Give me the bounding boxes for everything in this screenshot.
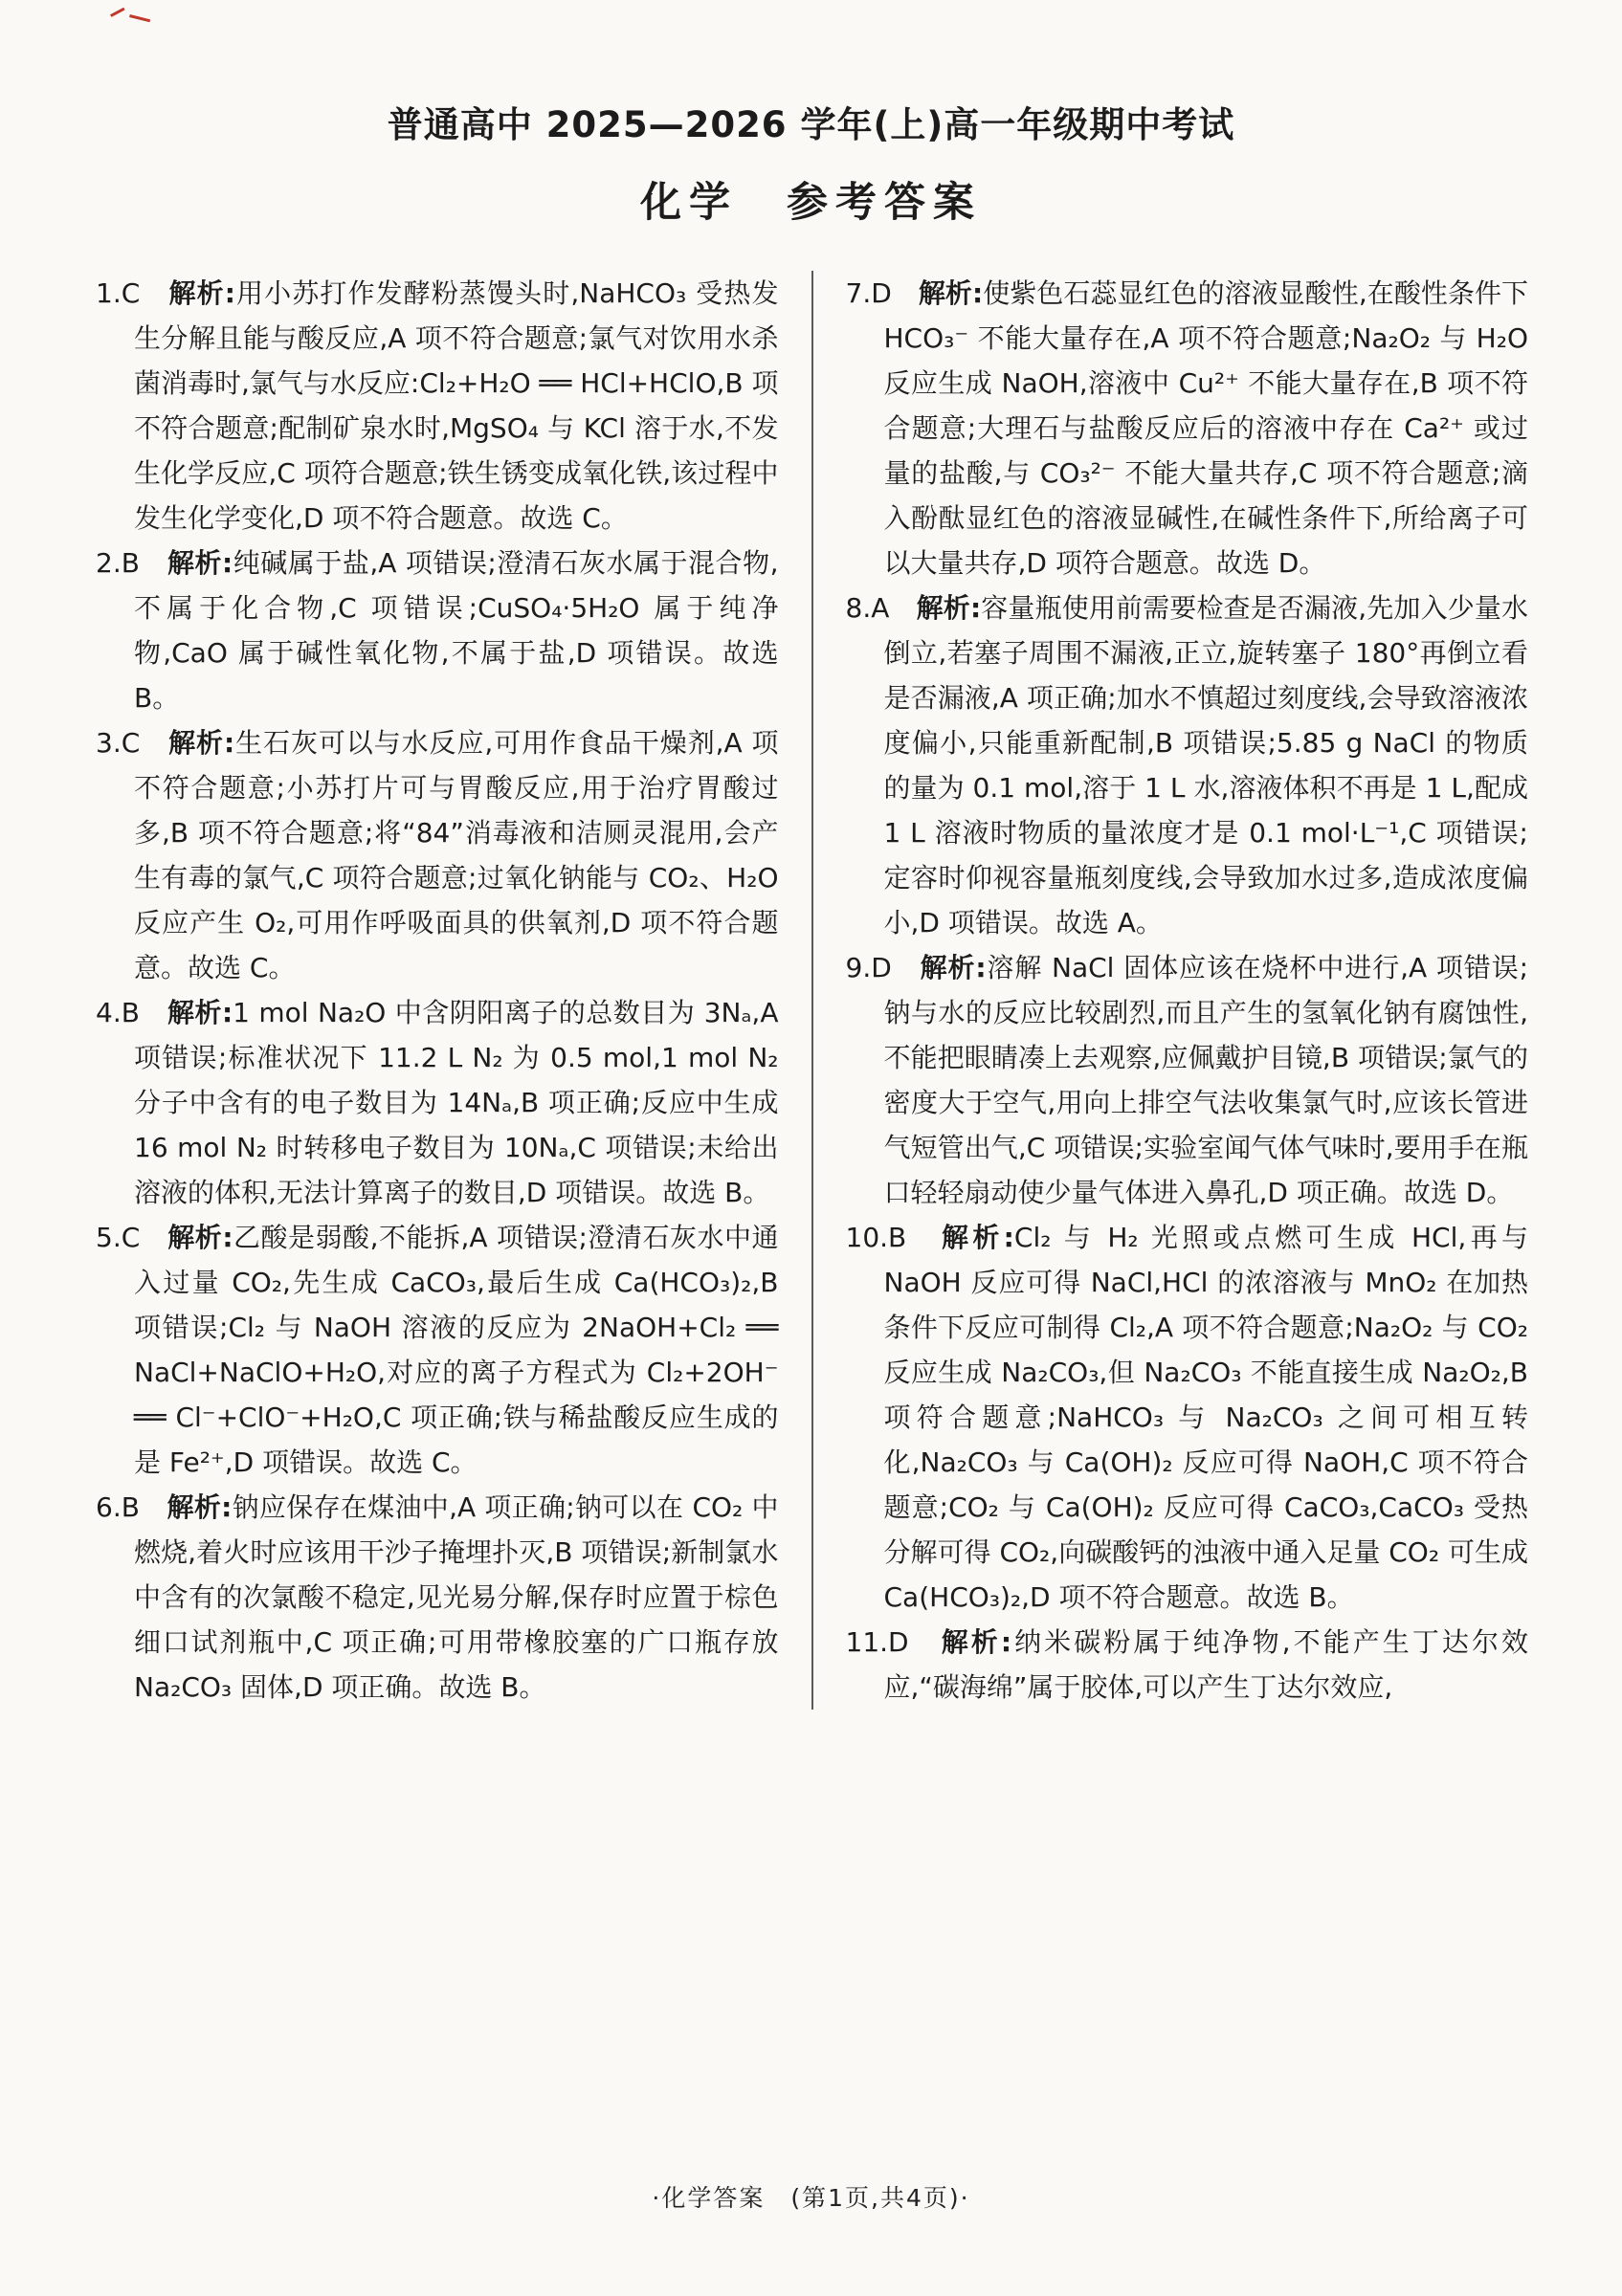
answer-item-2: [96, 541, 779, 720]
explain-text: 使紫色石蕊显红色的溶液显酸性,在酸性条件下 HCO₃⁻ 不能大量存在,A 项不符合题意;Na₂O₂ 与 H₂O 反应生成 NaOH,溶液中 Cu²⁺ 不能大量存在,B 项不符合题意;大理石与盐酸反应后的溶液中存在 Ca²⁺ 或过量的盐酸,与 CO₃²⁻ 不能大量共存,C 项不符合题意;滴入酚酞显红色的溶液显碱性,在碱性条件下,所给离子可以大量共存,D 项符合题意。故选 D。: [883, 277, 1529, 579]
answer-number: 4.B: [96, 997, 167, 1028]
answer-number: 1.C: [96, 277, 169, 309]
explain-label: 解析:: [920, 952, 987, 983]
column-right: [813, 271, 1529, 1710]
explain-label: 解析:: [167, 547, 233, 579]
answer-item-9: [846, 945, 1529, 1215]
explain-label: 解析:: [167, 1491, 233, 1523]
answer-number: 11.D: [845, 1626, 942, 1658]
explain-label: 解析:: [918, 277, 984, 309]
explain-text: 溶解 NaCl 固体应该在烧杯中进行,A 项错误;钠与水的反应比较剧烈,而且产生的氢氧化钠有腐蚀性,不能把眼睛凑上去观察,应佩戴护目镜,B 项错误;氯气的密度大于空气,用向上排空气法收集氯气时,应该长管进气短管出气,C 项错误;实验室闻气体气味时,要用手在瓶口轻轻扇动使少量气体进入鼻孔,D 项正确。故选 D。: [883, 952, 1529, 1208]
explain-text: 容量瓶使用前需要检查是否漏液,先加入少量水倒立,若塞子周围不漏液,正立,旋转塞子 180°再倒立看是否漏液,A 项正确;加水不慎超过刻度线,会导致溶液浓度偏小,只能重新配制,B 项错误;5.85 g NaCl 的物质的量为 0.1 mol,溶于 1 L 水,溶液体积不再是 1 L,配成 1 L 溶液时物质的量浓度才是 0.1 mol·L⁻¹,C 项错误;定容时仰视容量瓶刻度线,会导致加水过多,造成浓度偏小,D 项错误。故选 A。: [883, 592, 1528, 938]
answer-item-3: [96, 720, 779, 990]
answer-columns: [96, 271, 1528, 1710]
answer-number: 9.D: [845, 952, 921, 983]
answer-number: 10.B: [845, 1222, 942, 1253]
explain-text: 1 mol Na₂O 中含阴阳离子的总数目为 3Nₐ,A 项错误;标准状况下 11.2 L N₂ 为 0.5 mol,1 mol N₂ 分子中含有的电子数目为 14Nₐ,B 项正确;反应中生成 16 mol N₂ 时转移电子数目为 10Nₐ,C 项错误;未给出溶液的体积,无法计算离子的数目,D 项错误。故选 B。: [134, 997, 779, 1208]
answer-item-8: [846, 585, 1529, 945]
explain-label: 解析:: [941, 1222, 1014, 1253]
explain-text: Cl₂ 与 H₂ 光照或点燃可生成 HCl,再与 NaOH 反应可得 NaCl,HCl 的浓溶液与 MnO₂ 在加热条件下反应可制得 Cl₂,A 项不符合题意;Na₂O₂ 与 CO₂ 反应生成 Na₂CO₃,但 Na₂CO₃ 不能直接生成 Na₂O₂,B 项符合题意;NaHCO₃ 与 Na₂CO₃ 之间可相互转化,Na₂CO₃ 与 Ca(OH)₂ 反应可得 NaOH,C 项不符合题意;CO₂ 与 Ca(OH)₂ 反应可得 CaCO₃,CaCO₃ 受热分解可得 CO₂,向碳酸钙的浊液中通入足量 CO₂ 可生成 Ca(HCO₃)₂,D 项不符合题意。故选 B。: [883, 1222, 1528, 1613]
answer-item-5: [96, 1215, 779, 1485]
answer-number: 5.C: [96, 1222, 168, 1253]
answer-item-7: [846, 271, 1529, 585]
explain-label: 解析:: [168, 727, 235, 759]
explain-label: 解析:: [168, 277, 235, 309]
answer-number: 3.C: [96, 727, 169, 759]
explain-text: 乙酸是弱酸,不能拆,A 项错误;澄清石灰水中通入过量 CO₂,先生成 CaCO₃,最后生成 Ca(HCO₃)₂,B 项错误;Cl₂ 与 NaOH 溶液的反应为 2NaOH+Cl₂ ══ NaCl+NaClO+H₂O,对应的离子方程式为 Cl₂+2OH⁻ ══ Cl⁻+ClO⁻+H₂O,C 项正确;铁与稀盐酸反应生成的是 Fe²⁺,D 项错误。故选 C。: [134, 1222, 779, 1478]
answer-item-10: [846, 1215, 1529, 1620]
answer-number: 6.B: [96, 1491, 167, 1523]
page-footer: ·化学答案 (第1页,共4页)·: [652, 2184, 970, 2212]
explain-text: 纯碱属于盐,A 项错误;澄清石灰水属于混合物,不属于化合物,C 项错误;CuSO₄·5H₂O 属于纯净物,CaO 属于碱性氧化物,不属于盐,D 项错误。故选 B。: [134, 547, 779, 714]
explain-text: 生石灰可以与水反应,可用作食品干燥剂,A 项不符合题意;小苏打片可与胃酸反应,用于治疗胃酸过多,B 项不符合题意;将“84”消毒液和洁厕灵混用,会产生有毒的氯气,C 项符合题意;过氧化钠能与 CO₂、H₂O 反应产生 O₂,可用作呼吸面具的供氧剂,D 项不符合题意。故选 C。: [134, 727, 779, 983]
explain-text: 用小苏打作发酵粉蒸馒头时,NaHCO₃ 受热发生分解且能与酸反应,A 项不符合题意;氯气对饮用水杀菌消毒时,氯气与水反应:Cl₂+H₂O ══ HCl+HClO,B 项不符合题意;配制矿泉水时,MgSO₄ 与 KCl 溶于水,不发生化学反应,C 项符合题意;铁生锈变成氧化铁,该过程中发生化学变化,D 项不符合题意。故选 C。: [134, 277, 779, 534]
explain-label: 解析:: [167, 997, 233, 1028]
explain-text: 纳米碳粉属于纯净物,不能产生丁达尔效应,“碳海绵”属于胶体,可以产生丁达尔效应,: [883, 1626, 1529, 1703]
page-title: 普通高中 2025—2026 学年(上)高一年级期中考试: [387, 104, 1235, 145]
answer-number: 2.B: [96, 547, 167, 579]
answer-item-1: [96, 271, 779, 541]
answer-number: 8.A: [845, 592, 917, 624]
page-subtitle: 化学 参考答案: [640, 179, 982, 227]
explain-text: 钠应保存在煤油中,A 项正确;钠可以在 CO₂ 中燃烧,着火时应该用干沙子掩埋扑灭,B 项错误;新制氯水中含有的次氯酸不稳定,见光易分解,保存时应置于棕色细口试剂瓶中,C 项正确;可用带橡胶塞的广口瓶存放 Na₂CO₃ 固体,D 项正确。故选 B。: [134, 1491, 779, 1703]
explain-label: 解析:: [916, 592, 982, 624]
answer-number: 7.D: [845, 277, 919, 309]
answer-item-4: [96, 990, 779, 1215]
answer-item-11: [846, 1620, 1529, 1710]
answer-item-6: [96, 1485, 779, 1710]
red-scan-marks: [107, 6, 174, 31]
column-left: [96, 271, 811, 1710]
explain-label: 解析:: [941, 1626, 1012, 1658]
explain-label: 解析:: [167, 1222, 233, 1253]
